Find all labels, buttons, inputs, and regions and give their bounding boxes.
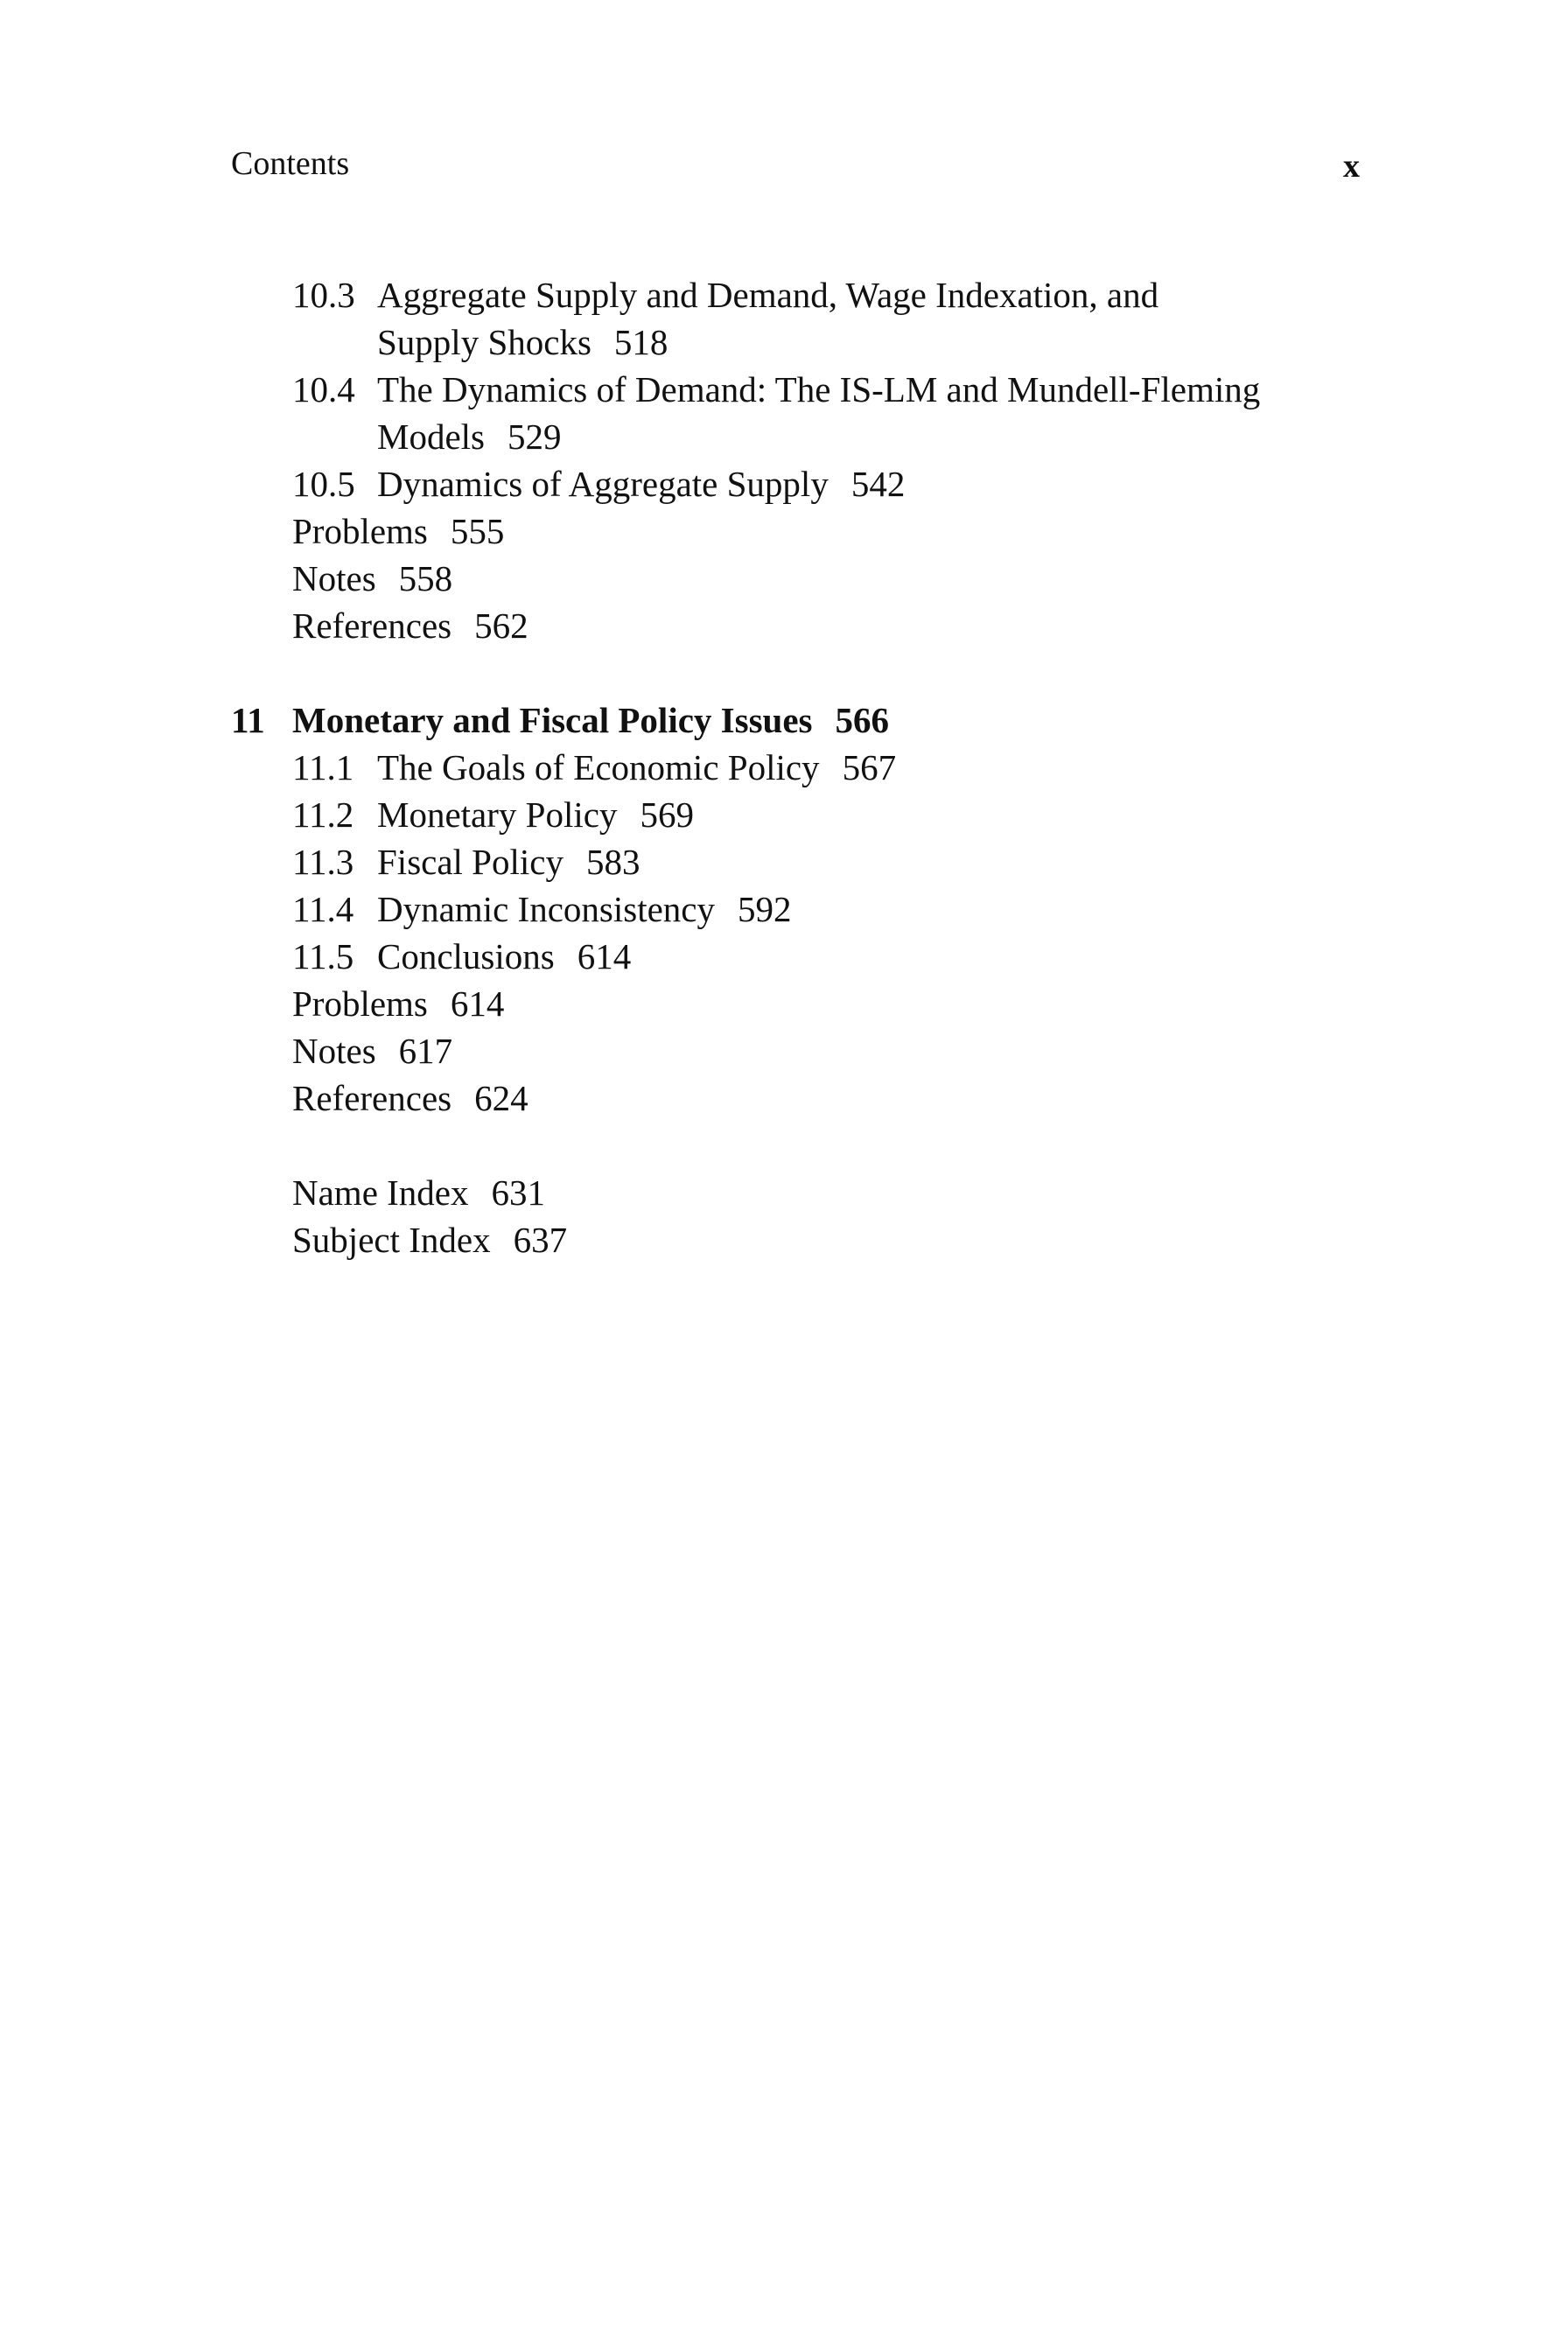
entry-title: Problems	[292, 983, 428, 1024]
toc-entry-10-3-continued[interactable]	[231, 318, 1368, 366]
section-title: Dynamics of Aggregate Supply	[377, 464, 829, 504]
entry-title: Subject Index	[292, 1220, 491, 1260]
toc-entry-references[interactable]	[231, 602, 1368, 649]
section-title-continued: Supply Shocks	[377, 322, 592, 362]
section-title-continued: Models	[377, 416, 485, 457]
table-of-contents	[231, 271, 1368, 1263]
toc-entry-problems[interactable]	[231, 980, 1368, 1027]
section-title: Aggregate Supply and Demand, Wage Indexation, and	[377, 275, 1159, 315]
chapter-title: Monetary and Fiscal Policy Issues	[292, 700, 813, 740]
toc-entry-subject-index[interactable]	[231, 1216, 1368, 1263]
toc-entry-problems[interactable]	[231, 507, 1368, 555]
section-page: 529	[508, 416, 562, 457]
entry-title: Name Index	[292, 1172, 469, 1213]
section-number: 10.3	[292, 275, 355, 315]
toc-entry-notes[interactable]	[231, 555, 1368, 602]
entry-page: 624	[474, 1078, 528, 1118]
spacer	[231, 1122, 1368, 1169]
section-page: 614	[577, 936, 632, 976]
entry-page: 558	[398, 558, 453, 598]
section-number: 11.5	[292, 936, 354, 976]
section-page: 542	[850, 464, 906, 504]
entry-title: Problems	[292, 511, 428, 551]
entry-page: 614	[450, 983, 505, 1024]
toc-entry-10-4-continued[interactable]	[231, 413, 1368, 460]
section-page: 567	[842, 747, 897, 787]
toc-entry-name-index[interactable]	[231, 1169, 1368, 1216]
section-title: The Dynamics of Demand: The IS-LM and Mundell-Fleming	[377, 369, 1261, 409]
section-page: 592	[737, 889, 792, 929]
section-title: Dynamic Inconsistency	[377, 889, 715, 929]
toc-entry-11-4[interactable]	[231, 885, 1368, 933]
entry-page: 617	[398, 1031, 453, 1071]
toc-chapter-11[interactable]	[231, 696, 1368, 744]
entry-page: 555	[450, 511, 505, 551]
toc-entry-11-3[interactable]	[231, 838, 1368, 885]
toc-entry-11-5[interactable]	[231, 933, 1368, 980]
entry-title: Notes	[292, 558, 376, 598]
section-title: Conclusions	[377, 936, 555, 976]
section-number: 11.3	[292, 842, 354, 882]
spacer	[231, 649, 1368, 696]
section-page: 583	[585, 842, 640, 882]
toc-entry-10-4[interactable]	[231, 366, 1368, 413]
section-number: 11.2	[292, 794, 354, 835]
entry-title: References	[292, 1078, 452, 1118]
section-page: 518	[613, 322, 668, 362]
entry-title: Notes	[292, 1031, 376, 1071]
chapter-page: 566	[835, 700, 889, 740]
toc-entry-references[interactable]	[231, 1074, 1368, 1122]
entry-page: 631	[491, 1172, 545, 1213]
section-number: 11.4	[292, 889, 354, 929]
running-head: Contents	[231, 145, 350, 182]
page-number: x	[1343, 148, 1360, 185]
entry-title: References	[292, 605, 452, 646]
chapter-number: 11	[231, 700, 265, 740]
entry-page: 562	[474, 605, 528, 646]
entry-page: 637	[513, 1220, 568, 1260]
toc-entry-10-5[interactable]	[231, 460, 1368, 507]
toc-entry-11-1[interactable]	[231, 744, 1368, 791]
section-number: 10.4	[292, 369, 355, 409]
section-number: 10.5	[292, 464, 355, 504]
section-title: Fiscal Policy	[377, 842, 564, 882]
section-title: The Goals of Economic Policy	[377, 747, 820, 787]
toc-entry-notes[interactable]	[231, 1027, 1368, 1074]
section-title: Monetary Policy	[377, 794, 618, 835]
toc-entry-11-2[interactable]	[231, 791, 1368, 838]
toc-entry-10-3[interactable]	[231, 271, 1368, 318]
section-number: 11.1	[292, 747, 354, 787]
section-page: 569	[640, 794, 694, 835]
